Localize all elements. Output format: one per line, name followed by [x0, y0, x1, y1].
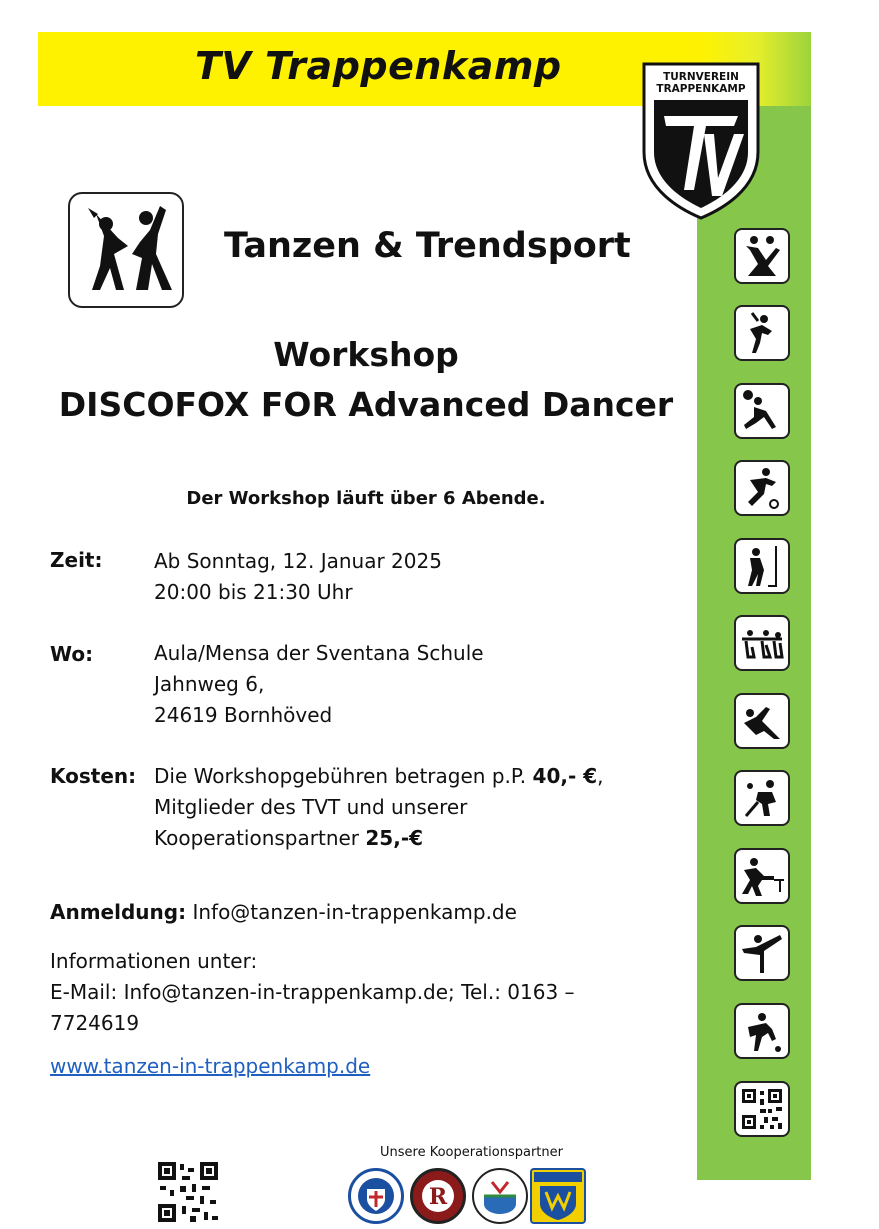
page-header-title: TV Trappenkamp [195, 44, 562, 88]
club-shield-logo [640, 60, 762, 220]
member-price-full: 40,- € [532, 764, 598, 788]
dance-couple-icon [68, 192, 184, 308]
member-price-reduced: 25,-€ [365, 826, 424, 850]
workshop-title [0, 330, 732, 430]
svg-text:R: R [428, 1184, 448, 1210]
section-title: Tanzen & Trendsport [224, 226, 631, 266]
partner-logo-schmalensee [472, 1168, 528, 1224]
location-line-2: Jahnweg 6, [154, 672, 265, 696]
time-value [154, 546, 442, 608]
info-line-2: E-Mail: Info@tanzen-in-trappenkamp.de; Tel.: 0163 – [50, 980, 575, 1004]
intro-text: Der Workshop läuft über 6 Abende. [186, 488, 546, 509]
climbing-icon [734, 693, 790, 749]
partner-logo-rickling [410, 1168, 466, 1224]
info-block [50, 946, 610, 1039]
costs-line-1: Die Workshopgebühren betragen p.P. 40,- €, [154, 764, 604, 788]
registration-email[interactable]: Info@tanzen-in-trappenkamp.de [192, 900, 517, 924]
dance-icon [734, 228, 790, 284]
location-value [154, 638, 484, 731]
partner-logo-wankendorf [530, 1168, 586, 1224]
costs-value [154, 761, 604, 854]
football-icon [734, 460, 790, 516]
time-line-1: Ab Sonntag, 12. Januar 2025 [154, 549, 442, 573]
costs-label: Kosten: [50, 764, 137, 788]
partners-label: Unsere Kooperationspartner [380, 1145, 563, 1160]
partner-logo-quellenhaupt [348, 1168, 404, 1224]
location-line-3: 24619 Bornhöved [154, 703, 333, 727]
shield-bottom-text: TRAPPENKAMP [656, 83, 746, 95]
costs-line-2: Mitglieder des TVT und unserer [154, 795, 468, 819]
costs-line-3: Kooperationspartner 25,-€ [154, 826, 424, 850]
info-line-1: Informationen unter: [50, 949, 258, 973]
qr-code-icon[interactable] [156, 1160, 220, 1224]
workshop-line-1: Workshop [273, 335, 459, 374]
tug-of-war-icon [734, 615, 790, 671]
time-line-2: 20:00 bis 21:30 Uhr [154, 580, 353, 604]
registration [50, 900, 517, 924]
qr-code-icon[interactable] [734, 1081, 790, 1137]
table-tennis-icon [734, 848, 790, 904]
handball-icon [734, 383, 790, 439]
gymnastics-icon [734, 305, 790, 361]
info-line-3: 7724619 [50, 1011, 140, 1035]
badminton-icon [734, 770, 790, 826]
hockey-icon [734, 538, 790, 594]
shield-top-text: TURNVEREIN [663, 71, 739, 83]
location-line-1: Aula/Mensa der Sventana Schule [154, 641, 484, 665]
time-label: Zeit: [50, 548, 103, 572]
basketball-icon [734, 1003, 790, 1059]
location-label: Wo: [50, 642, 94, 666]
workshop-line-2: DISCOFOX FOR Advanced Dancer [58, 385, 674, 424]
website-link[interactable]: www.tanzen-in-trappenkamp.de [50, 1054, 371, 1078]
registration-label: Anmeldung: [50, 900, 187, 924]
fitness-icon [734, 925, 790, 981]
